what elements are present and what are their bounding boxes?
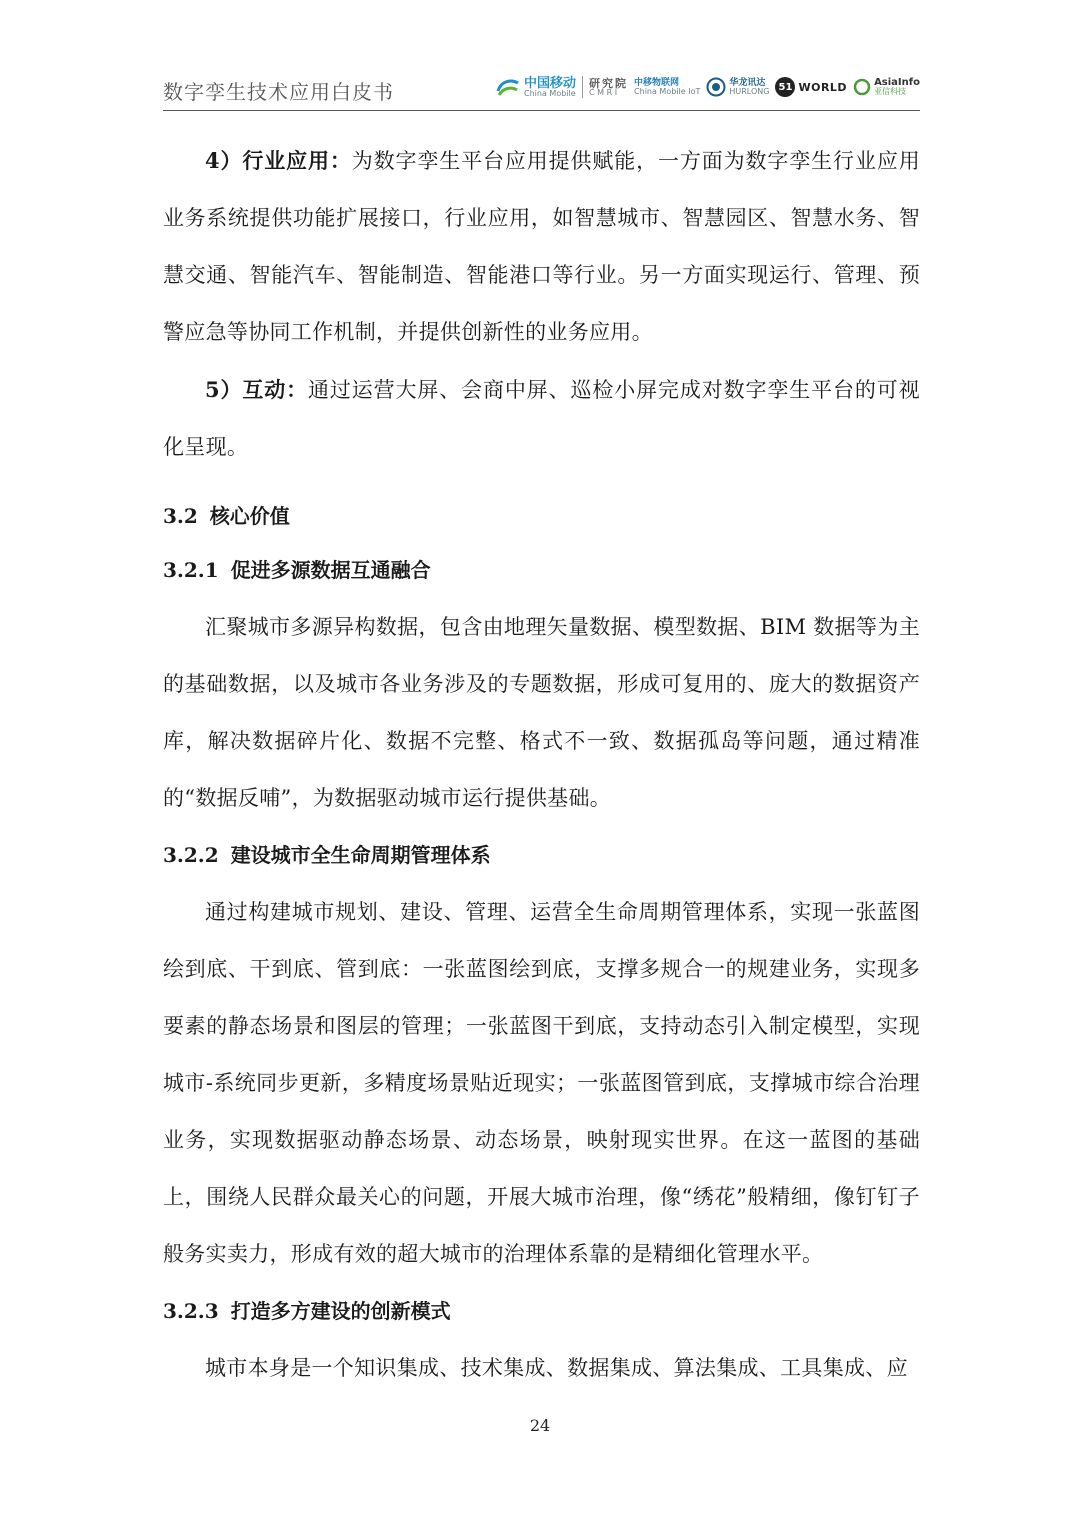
page-number: 24 [529,1416,551,1435]
paragraph-interaction [163,361,920,476]
asiainfo-logo [853,78,920,96]
section-number: 3.2 [163,504,198,528]
partner-logos [495,72,920,102]
iot-logo [634,79,700,96]
china-mobile-icon [495,75,521,99]
section-heading-3-2-3 [163,1283,920,1340]
logo-divider [582,76,583,98]
page-body [163,132,920,1397]
paragraph-3-2-3: 城市本身是一个知识集成、技术集成、数据集成、算法集成、工具集成、应 [205,1356,908,1380]
asiainfo-cn: 亚信科技 [874,87,907,96]
industry-application-text: 为数字孪生平台应用提供赋能，一方面为数字孪生行业应用业务系统提供功能扩展接口，行业应用，如智慧城市、智慧园区、智慧水务、智慧交通、智能汽车、智能制造、智能港口等行业。另一方面实现运行、管理、预警应急等协同工作机制，并提供创新性的业务应用。 [163,149,920,344]
china-mobile-name: 中国移动 [524,75,577,91]
paragraph-3-2-2: 通过构建城市规划、建设、管理、运营全生命周期管理体系，实现一张蓝图绘到底、干到底、管到底：一张蓝图绘到底，支撑多规合一的规建业务，实现多要素的静态场景和图层的管理；一张蓝图干到底，支持动态引入制定模型，实现城市-系统同步更新，多精度场景贴近现实；一张蓝图管到底，支撑城市综合治理业务，实现数据驱动静态场景、动态场景，映射现实世界。在这一蓝图的基础上，围绕人民群众最关心的问题，开展大城市治理，像“绣花”般精细，像钉钉子般务实卖力，形成有效的超大城市的治理体系靠的是精细化管理水平。 [163,900,920,1266]
interaction-text: 通过运营大屏、会商中屏、巡检小屏完成对数字孪生平台的可视化呈现。 [163,378,920,459]
51world-badge: 51 [775,77,795,97]
section-number: 3.2.2 [163,843,219,867]
hurlong-logo [706,77,769,97]
china-mobile-logo [495,75,576,99]
hurlong-name: 华龙讯达 [729,77,766,88]
cmri-logo [589,78,628,97]
section-heading-3-2 [163,490,920,542]
section-title: 建设城市全生命周期管理体系 [230,843,491,867]
section-number: 3.2.3 [163,1299,219,1323]
section-number: 3.2.1 [163,558,219,582]
iot-name: 中移物联网 [634,77,680,88]
section-title: 打造多方建设的创新模式 [230,1299,451,1323]
industry-application-label: 4）行业应用： [205,148,352,173]
paragraph-industry-application [163,132,920,361]
cmri-en: C M R I [589,87,618,97]
china-mobile-en: China Mobile [524,88,576,98]
interaction-label: 5）互动： [205,377,308,402]
section-heading-3-2-1 [163,542,920,599]
asiainfo-ring-icon [853,78,871,96]
paragraph-3-2-1: 汇聚城市多源异构数据，包含由地理矢量数据、模型数据、BIM 数据等为主的基础数据，以及城市各业务涉及的专题数据，形成可复用的、庞大的数据资产库，解决数据碎片化、数据不完整、格式不一致、数据孤岛等问题，通过精准的“数据反哺”，为数据驱动城市运行提供基础。 [163,615,920,810]
section-heading-3-2-2 [163,827,920,884]
hurlong-en: HURLONG [729,86,770,96]
51world-name: WORLD [798,80,848,94]
hurlong-emblem-icon [706,77,726,97]
51world-logo [775,77,847,97]
section-title: 促进多源数据互通融合 [230,558,431,582]
cmri-name: 研究院 [589,76,629,90]
document-title: 数字孪生技术应用白皮书 [163,80,394,104]
asiainfo-name: AsiaInfo [874,77,920,88]
iot-en: China Mobile IoT [634,86,701,96]
section-title: 核心价值 [209,504,290,528]
page-header [163,66,920,111]
